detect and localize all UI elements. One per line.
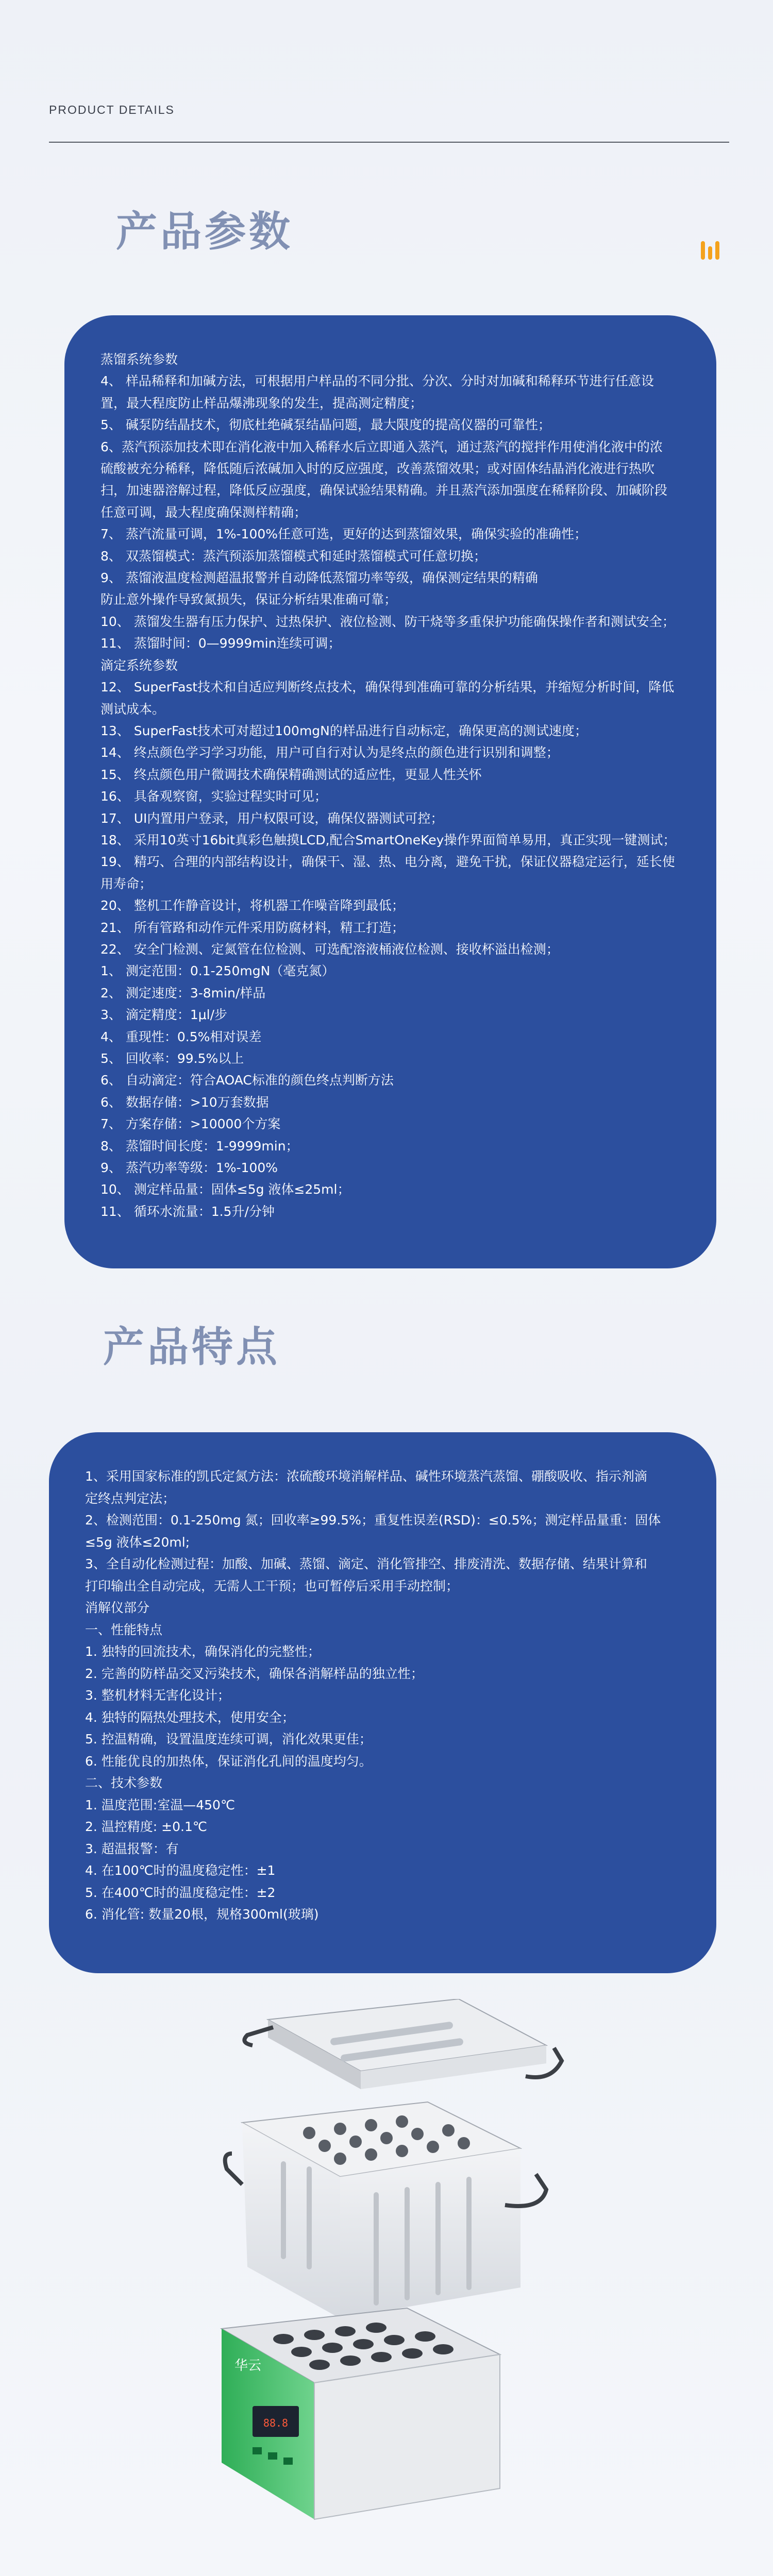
feature-line: 6. 消化管: 数量20根，规格300ml(玻璃) — [85, 1907, 319, 1922]
spec-line: 1、 测定范围：0.1-250mgN（毫克氮） — [100, 963, 335, 979]
spec-line: 17、 UI内置用户登录，用户权限可设，确保仪器测试可控； — [100, 810, 444, 826]
feature-line: 1. 独特的回流技术，确保消化的完整性； — [85, 1644, 321, 1659]
feature-line: 2. 完善的防样品交叉污染技术，确保各消解样品的独立性； — [85, 1666, 424, 1681]
feature-line: 消解仪部分 — [85, 1600, 150, 1615]
spec-line: 4、 重现性：0.5%相对误差 — [100, 1029, 262, 1044]
feature-line: 打印输出全自动完成，无需人工干预；也可暂停后采用手动控制； — [85, 1578, 459, 1594]
spec-line: 3、 滴定精度：1μl/步 — [100, 1007, 228, 1023]
feature-panel — [49, 1432, 716, 1973]
spec-line: 13、 SuperFast技术可对超过100mgN的样品进行自动标定，确保更高的测试速度； — [100, 723, 587, 738]
feature-line: 定终点判定法； — [85, 1490, 176, 1506]
feature-line: 4. 独特的隔热处理技术，使用安全； — [85, 1709, 295, 1725]
spec-line: 5、 碱泵防结晶技术，彻底杜绝碱泵结晶问题，最大限度的提高仪器的可靠性； — [100, 417, 551, 433]
spec-line: 9、 蒸汽功率等级：1%-100% — [100, 1160, 278, 1176]
spec-line: 6、 自动滴定：符合AOAC标准的颜色终点判断方法 — [100, 1073, 394, 1088]
spec-line: 12、 SuperFast技术和自适应判断终点技术，确保得到准确可靠的分析结果，并缩短分析时间，降低 — [100, 680, 675, 695]
spec-line: 15、 终点颜色用户微调技术确保精确测试的适应性，更显人性关怀 — [100, 767, 482, 782]
spec-line: 硫酸被充分稀释，降低随后浓碱加入时的反应强度，改善蒸馏效果；或对固体结晶消化液进行热吹 — [100, 461, 655, 477]
spec-line: 滴定系统参数 — [100, 657, 178, 673]
spec-line: 任意可调，最大程度确保测样精确； — [100, 504, 307, 520]
spec-section-title: 产品参数 — [116, 208, 293, 256]
spec-line: 4、 样品稀释和加碱方法，可根据用户样品的不同分批、分次、分时对加碱和稀释环节进行任意设 — [100, 374, 654, 389]
spec-line: 置，最大程度防止样品爆沸现象的发生，提高测定精度； — [100, 395, 423, 411]
feature-line: 5. 在400℃时的温度稳定性：±2 — [85, 1885, 276, 1900]
spec-line: 5、 回收率：99.5%以上 — [100, 1051, 244, 1066]
spec-line: 6、 数据存储：>10万套数据 — [100, 1094, 269, 1110]
spec-line: 蒸馏系统参数 — [100, 352, 178, 367]
product-details-label: PRODUCT DETAILS — [49, 103, 175, 116]
spec-line: 10、 测定样品量：固体≤5g 液体≤25ml； — [100, 1182, 350, 1197]
spec-line: 2、 测定速度：3-8min/样品 — [100, 985, 266, 1001]
spec-line: 14、 终点颜色学习学习功能，用户可自行对认为是终点的颜色进行识别和调整； — [100, 745, 559, 760]
spec-line: 8、 双蒸馏模式：蒸汽预添加蒸馏模式和延时蒸馏模式可任意切换； — [100, 548, 486, 564]
spec-line: 9、 蒸馏液温度检测超温报警并自动降低蒸馏功率等级，确保测定结果的精确 — [100, 570, 538, 586]
spec-line: 7、 蒸汽流量可调，1%-100%任意可选，更好的达到蒸馏效果，确保实验的准确性； — [100, 527, 587, 542]
feature-line: 2. 温控精度: ±0.1℃ — [85, 1819, 207, 1834]
spec-line: 10、 蒸馏发生器有压力保护、过热保护、液位检测、防干烧等多重保护功能确保操作者和测试安全； — [100, 614, 675, 629]
spec-line: 18、 采用10英寸16bit真彩色触摸LCD,配合SmartOneKey操作界面简单易用，真正实现一键测试； — [100, 832, 676, 848]
feature-line: 一、性能特点 — [85, 1622, 163, 1637]
spec-line: 防止意外操作导致氮损失，保证分析结果准确可靠； — [100, 592, 397, 607]
feature-line: 2、检测范围：0.1-250mg 氮；回收率≥99.5%；重复性误差(RSD)：≤0.5%；测定样品量重：固体 — [85, 1513, 661, 1528]
feature-line: 3、全自动化检测过程：加酸、加碱、蒸馏、滴定、消化管排空、排废清洗、数据存储、结果计算和 — [85, 1556, 647, 1571]
spec-text-block — [100, 349, 680, 1223]
device-tube-rack — [225, 2102, 546, 2318]
feature-line: 6. 性能优良的加热体，保证消化孔间的温度均匀。 — [85, 1753, 372, 1769]
spec-line: 16、 具备观察窗，实验过程实时可见； — [100, 789, 327, 804]
spec-line: 11、 蒸馏时间：0—9999min连续可调； — [100, 636, 341, 651]
spec-line: 6、蒸汽预添加技术即在消化液中加入稀释水后立即通入蒸汽，通过蒸汽的搅拌作用使消化液中的浓 — [100, 439, 663, 454]
spec-line: 20、 整机工作静音设计，将机器工作噪音降到最低； — [100, 898, 405, 913]
device-lid — [244, 1999, 562, 2089]
feature-section-title: 产品特点 — [103, 1323, 280, 1371]
spec-line: 22、 安全门检测、定氮管在位检测、可选配溶液桶液位检测、接收杯溢出检测； — [100, 941, 559, 957]
feature-line: 3. 整机材料无害化设计； — [85, 1688, 230, 1703]
device-base — [222, 2308, 500, 2519]
feature-line: 1. 温度范围:室温—450℃ — [85, 1797, 236, 1812]
device-brand-label: 华云 — [234, 2358, 262, 2374]
feature-line: 3. 超温报警：有 — [85, 1841, 179, 1856]
feature-line: 二、技术参数 — [85, 1775, 163, 1790]
spec-line: 7、 方案存储：>10000个方案 — [100, 1116, 281, 1132]
spec-line: 21、 所有管路和动作元件采用防腐材料，精工打造； — [100, 920, 405, 935]
spec-line: 测试成本。 — [100, 701, 165, 717]
feature-text-block — [85, 1466, 680, 1926]
header-divider — [49, 142, 729, 143]
digestion-device-image — [191, 1999, 582, 2545]
spec-line: 8、 蒸馏时间长度：1-9999min； — [100, 1138, 299, 1154]
spec-line: 用寿命； — [100, 876, 153, 891]
spec-line: 19、 精巧、合理的内部结构设计，确保干、湿、热、电分离，避免干扰，保证仪器稳定运行，延长使 — [100, 854, 675, 870]
feature-line: 5. 控温精确，设置温度连续可调，消化效果更佳； — [85, 1732, 372, 1747]
svg-text:88.8: 88.8 — [263, 2417, 289, 2429]
feature-line: 4. 在100℃时的温度稳定性：±1 — [85, 1863, 276, 1878]
spec-panel — [64, 315, 716, 1268]
bars-decor-icon — [701, 237, 721, 260]
spec-line: 11、 循环水流量：1.5升/分钟 — [100, 1204, 275, 1219]
feature-line: ≤5g 液体≤20ml; — [85, 1534, 190, 1550]
feature-line: 1、采用国家标准的凯氏定氮方法：浓硫酸环境消解样品、碱性环境蒸汽蒸馏、硼酸吸收、指示剂滴 — [85, 1469, 647, 1484]
spec-line: 扫，加速器溶解过程，降低反应强度，确保试验结果精确。并且蒸汽添加强度在稀释阶段、加碱阶段 — [100, 483, 668, 498]
